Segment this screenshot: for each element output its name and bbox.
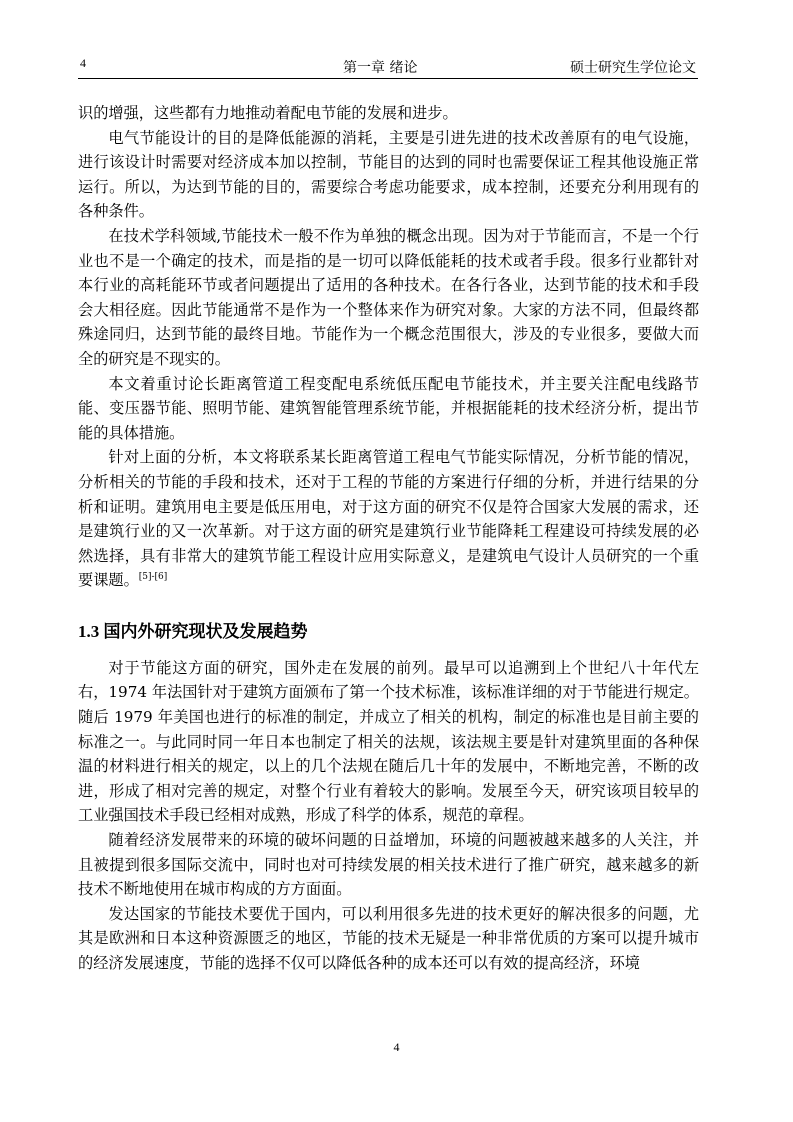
page-footer-number: 4 bbox=[393, 1040, 400, 1054]
header-page-number: 4 bbox=[80, 56, 86, 70]
body-paragraph: 发达国家的节能技术要优于国内，可以利用很多先进的技术更好的解决很多的问题，尤其是欧洲和日本这种资源匮乏的地区，节能的技术无疑是一种非常优质的方案可以提升城市的经济发展速度，节能的选择不仅可以降低各种的成本还可以有效的提高经济，环境 bbox=[78, 904, 699, 972]
paragraph-text: 针对上面的分析，本文将联系某长距离管道工程电气节能实际情况，分析节能的情况，分析相关的节能的手段和技术，还对于工程的节能的方案进行仔细的分析，并进行结果的分析和证明。建筑用电主要是低压用电，对于这方面的研究不仅是符合国家大发展的需求，还是建筑行业的又一次革新。对于这方面的研究是建筑行业节能降耗工程建设可持续发展的必然选择，具有非常大的建筑节能工程设计应用实际意义，是建筑电气设计人员研究的一个重要课题。 bbox=[78, 448, 699, 590]
body-paragraph-with-citation bbox=[78, 445, 699, 593]
body-paragraph: 对于节能这方面的研究，国外走在发展的前列。最早可以追溯到上个世纪八十年代左右，1974 年法国针对于建筑方面颁布了第一个技术标准，该标准详细的对于节能进行规定。随后 1979 年美国也进行的标准的制定，并成立了相关的机构，制定的标准也是目前主要的标准之一。与此同时同一年日本也制定了相关的法规，该法规主要是针对建筑里面的各种保温的材料进行相关的规定，以上的几个法规在随后几十年的发展中，不断地完善，不断的改进，形成了相对完善的规定，对整个行业有着较大的影响。发展至今天，研究该项目较早的工业强国技术手段已经相对成熟，形成了科学的体系，规范的章程。 bbox=[78, 658, 699, 825]
page-header bbox=[78, 54, 698, 79]
section-heading: 1.3 国内外研究现状及发展趋势 bbox=[78, 621, 308, 641]
body-paragraph: 在技术学科领域,节能技术一般不作为单独的概念出现。因为对于节能而言，不是一个行业也不是一个确定的技术，而是指的是一切可以降低能耗的技术或者手段。很多行业都针对本行业的高耗能环节或者问题提出了适用的各种技术。在各行各业，达到节能的技术和手段会大相径庭。因此节能通常不是作为一个整体来作为研究对象。大家的方法不同，但最终都殊途同归，达到节能的最终目地。节能作为一个概念范围很大，涉及的专业很多，要做大而全的研究是不现实的。 bbox=[78, 226, 699, 368]
body-paragraph: 电气节能设计的目的是降低能源的消耗，主要是引进先进的技术改善原有的电气设施，进行该设计时需要对经济成本加以控制，节能目的达到的同时也需要保证工程其他设施正常运行。所以，为达到节能的目的，需要综合考虑功能要求，成本控制，还要充分利用现有的各种条件。 bbox=[78, 128, 699, 221]
citation-reference: [5]-[6] bbox=[138, 572, 168, 583]
body-paragraph: 本文着重讨论长距离管道工程变配电系统低压配电节能技术，并主要关注配电线路节能、变压器节能、照明节能、建筑智能管理系统节能，并根据能耗的技术经济分析，提出节能的具体措施。 bbox=[78, 374, 699, 442]
body-paragraph: 随着经济发展带来的环境的破坏问题的日益增加，环境的问题被越来越多的人关注，并且被提到很多国际交流中，同时也对可持续发展的相关技术进行了推广研究，越来越多的新技术不断地使用在城市构成的方方面面。 bbox=[78, 831, 699, 899]
body-paragraph: 识的增强，这些都有力地推动着配电节能的发展和进步。 bbox=[78, 104, 458, 122]
header-chapter-title: 第一章 绪论 bbox=[343, 60, 418, 76]
header-degree-label: 硕士研究生学位论文 bbox=[570, 60, 696, 76]
page-body bbox=[78, 101, 699, 976]
